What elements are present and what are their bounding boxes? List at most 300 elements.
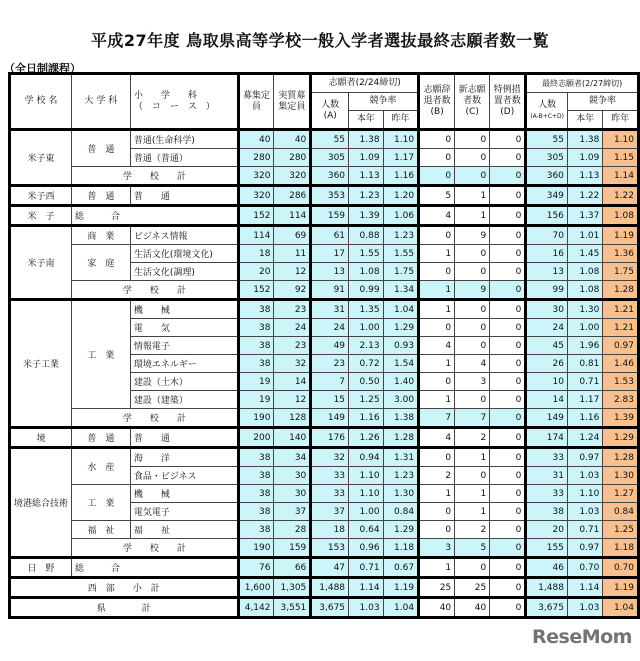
- quota-value: 38: [238, 503, 274, 521]
- header-final-group: 最終志願者(2/27締切): [526, 74, 639, 93]
- applicants-count: 353: [311, 186, 349, 206]
- header-major: 大 学 科: [72, 74, 131, 130]
- final-count: 45: [526, 337, 568, 355]
- final-rate-this-year: 1.96: [567, 337, 602, 355]
- final-rate-last-year: 1.28: [603, 281, 639, 300]
- withdrawn-count: 1: [419, 485, 455, 503]
- major-name: 総 合: [72, 558, 239, 578]
- school-subtotal-label: 学 校 計: [72, 539, 239, 558]
- quota-value: 200: [238, 428, 274, 448]
- school-subtotal-label: 学 校 計: [72, 167, 239, 186]
- final-rate-last-year: 1.27: [603, 485, 639, 503]
- actual-quota-value: 92: [274, 281, 311, 300]
- withdrawn-count: 40: [419, 598, 455, 618]
- final-count: 305: [526, 149, 568, 167]
- quota-value: 20: [238, 263, 274, 281]
- final-count: 174: [526, 428, 568, 448]
- school-name: 境港総合技術: [10, 448, 72, 558]
- new-applicants-count: 3: [455, 373, 490, 391]
- actual-quota-value: 159: [274, 539, 311, 558]
- special-count: 0: [490, 206, 526, 226]
- minor-name: 食品・ビジネス: [130, 467, 238, 485]
- new-applicants-count: 1: [455, 448, 490, 467]
- final-rate-this-year: 1.37: [567, 206, 602, 226]
- school-subtotal-label: 学 校 計: [72, 281, 239, 300]
- rate-this-year: 1.16: [349, 409, 384, 428]
- applicants-count: 305: [311, 149, 349, 167]
- header-final-this-year: 本年: [567, 111, 602, 130]
- quota-value: 38: [238, 300, 274, 319]
- total-label: 県 計: [10, 598, 239, 618]
- rate-last-year: 1.23: [383, 226, 419, 245]
- rate-last-year: 1.17: [383, 149, 419, 167]
- special-count: 0: [490, 598, 526, 618]
- final-rate-this-year: 1.08: [567, 281, 602, 300]
- rate-this-year: 1.00: [349, 319, 384, 337]
- special-count: 0: [490, 245, 526, 263]
- final-count: 99: [526, 281, 568, 300]
- final-count: 20: [526, 521, 568, 539]
- header-quota: 募集定員: [238, 74, 274, 130]
- final-rate-last-year: 1.39: [603, 409, 639, 428]
- final-count: 155: [526, 539, 568, 558]
- applicants-count: 33: [311, 485, 349, 503]
- quota-value: 190: [238, 409, 274, 428]
- withdrawn-count: 4: [419, 206, 455, 226]
- final-rate-this-year: 1.10: [567, 485, 602, 503]
- final-count: 10: [526, 373, 568, 391]
- special-count: 0: [490, 539, 526, 558]
- new-applicants-count: 0: [455, 263, 490, 281]
- quota-value: 19: [238, 373, 274, 391]
- final-count: 30: [526, 300, 568, 319]
- withdrawn-count: 0: [419, 521, 455, 539]
- minor-name: 普通（普通）: [130, 149, 238, 167]
- withdrawn-count: 2: [419, 467, 455, 485]
- school-name: 米子南: [10, 226, 72, 300]
- applicants-count: 149: [311, 409, 349, 428]
- final-rate-last-year: 1.14: [603, 167, 639, 186]
- actual-quota-value: 23: [274, 300, 311, 319]
- quota-value: 38: [238, 355, 274, 373]
- special-count: 0: [490, 281, 526, 300]
- final-rate-this-year: 1.13: [567, 167, 602, 186]
- withdrawn-count: 4: [419, 428, 455, 448]
- rate-this-year: 1.35: [349, 300, 384, 319]
- rate-this-year: 1.39: [349, 206, 384, 226]
- final-count: 360: [526, 167, 568, 186]
- quota-value: 38: [238, 467, 274, 485]
- rate-this-year: 1.00: [349, 503, 384, 521]
- new-applicants-count: 0: [455, 149, 490, 167]
- applicants-count: 49: [311, 337, 349, 355]
- applicants-count: 47: [311, 558, 349, 578]
- rate-last-year: 1.29: [383, 319, 419, 337]
- rate-last-year: 1.04: [383, 300, 419, 319]
- new-applicants-count: 2: [455, 521, 490, 539]
- minor-name: 普 通: [130, 186, 238, 206]
- new-applicants-count: 4: [455, 355, 490, 373]
- withdrawn-count: 0: [419, 448, 455, 467]
- applicants-count: 18: [311, 521, 349, 539]
- rate-this-year: 1.09: [349, 149, 384, 167]
- final-rate-this-year: 0.71: [567, 373, 602, 391]
- final-rate-this-year: 1.45: [567, 245, 602, 263]
- actual-quota-value: 140: [274, 428, 311, 448]
- final-count: 3,675: [526, 598, 568, 618]
- special-count: 0: [490, 373, 526, 391]
- header-this-year: 本年: [349, 111, 384, 130]
- quota-value: 190: [238, 539, 274, 558]
- final-rate-last-year: 1.15: [603, 149, 639, 167]
- final-rate-last-year: 1.04: [603, 598, 639, 618]
- special-count: 0: [490, 167, 526, 186]
- withdrawn-count: 0: [419, 503, 455, 521]
- minor-name: 機 械: [130, 485, 238, 503]
- rate-last-year: 1.38: [383, 409, 419, 428]
- final-rate-this-year: 0.71: [567, 521, 602, 539]
- course-type-label: （全日制課程）: [4, 62, 81, 75]
- rate-this-year: 0.50: [349, 373, 384, 391]
- rate-last-year: 1.04: [383, 598, 419, 618]
- school-name: 米子工業: [10, 300, 72, 428]
- page-title: 平成27年度 鳥取県高等学校一般入学者選抜最終志願者数一覧: [90, 31, 550, 50]
- table-row: [10, 539, 639, 558]
- quota-value: 18: [238, 245, 274, 263]
- special-count: 0: [490, 226, 526, 245]
- special-count: 0: [490, 503, 526, 521]
- header-special: 特例措置者数 (D): [490, 74, 526, 130]
- withdrawn-count: 0: [419, 319, 455, 337]
- final-count: 70: [526, 226, 568, 245]
- rate-last-year: 1.06: [383, 206, 419, 226]
- special-count: 0: [490, 578, 526, 598]
- final-rate-this-year: 1.24: [567, 428, 602, 448]
- actual-quota-value: 280: [274, 149, 311, 167]
- major-name: 商 業: [72, 226, 131, 245]
- withdrawn-count: 5: [419, 186, 455, 206]
- applicants-count: 360: [311, 167, 349, 186]
- special-count: 0: [490, 130, 526, 149]
- rate-this-year: 0.96: [349, 539, 384, 558]
- final-count: 24: [526, 319, 568, 337]
- table-row: [10, 428, 639, 448]
- minor-name: 電気電子: [130, 503, 238, 521]
- table-row: [10, 598, 639, 618]
- actual-quota-value: 66: [274, 558, 311, 578]
- withdrawn-count: 1: [419, 281, 455, 300]
- minor-name: 電 気: [130, 319, 238, 337]
- actual-quota-value: 3,551: [274, 598, 311, 618]
- new-applicants-count: 0: [455, 337, 490, 355]
- rate-this-year: 1.10: [349, 467, 384, 485]
- final-rate-last-year: 1.30: [603, 467, 639, 485]
- new-applicants-count: 9: [455, 226, 490, 245]
- final-count: 349: [526, 186, 568, 206]
- rate-last-year: 3.00: [383, 391, 419, 409]
- minor-name: 福 祉: [130, 521, 238, 539]
- actual-quota-value: 14: [274, 373, 311, 391]
- final-rate-last-year: 0.70: [603, 558, 639, 578]
- applicants-count: 15: [311, 391, 349, 409]
- new-applicants-count: 7: [455, 409, 490, 428]
- major-name: 工 業: [72, 300, 131, 409]
- table-row: [10, 300, 639, 319]
- rate-this-year: 1.03: [349, 598, 384, 618]
- withdrawn-count: 7: [419, 409, 455, 428]
- new-applicants-count: 0: [455, 245, 490, 263]
- new-applicants-count: 5: [455, 539, 490, 558]
- withdrawn-count: 0: [419, 149, 455, 167]
- quota-value: 38: [238, 319, 274, 337]
- rate-this-year: 1.38: [349, 130, 384, 149]
- final-rate-last-year: 2.83: [603, 391, 639, 409]
- rate-last-year: 1.28: [383, 428, 419, 448]
- final-rate-this-year: 1.03: [567, 503, 602, 521]
- rate-last-year: 1.19: [383, 578, 419, 598]
- resemom-watermark: ReseMom: [532, 626, 632, 648]
- minor-name: 生活文化(調理): [130, 263, 238, 281]
- final-rate-this-year: 0.81: [567, 355, 602, 373]
- final-rate-this-year: 1.09: [567, 149, 602, 167]
- final-rate-this-year: 1.22: [567, 186, 602, 206]
- actual-quota-value: 320: [274, 167, 311, 186]
- final-rate-this-year: 1.08: [567, 263, 602, 281]
- table-row: [10, 521, 639, 539]
- table-row: [10, 206, 639, 226]
- withdrawn-count: 0: [419, 373, 455, 391]
- final-count: 1,488: [526, 578, 568, 598]
- final-rate-this-year: 1.16: [567, 409, 602, 428]
- new-applicants-count: 1: [455, 503, 490, 521]
- new-applicants-count: 0: [455, 167, 490, 186]
- rate-last-year: 0.67: [383, 558, 419, 578]
- major-name: 水 産: [72, 448, 131, 485]
- applicants-count: 159: [311, 206, 349, 226]
- school-name: 米子西: [10, 186, 72, 206]
- final-rate-last-year: 1.08: [603, 206, 639, 226]
- quota-value: 280: [238, 149, 274, 167]
- applicants-count: 61: [311, 226, 349, 245]
- final-rate-last-year: 1.22: [603, 186, 639, 206]
- special-count: 0: [490, 467, 526, 485]
- quota-value: 38: [238, 448, 274, 467]
- rate-this-year: 1.26: [349, 428, 384, 448]
- rate-this-year: 0.72: [349, 355, 384, 373]
- final-rate-last-year: 1.19: [603, 578, 639, 598]
- applicants-count: 32: [311, 448, 349, 467]
- major-name: 普 通: [72, 428, 131, 448]
- final-count: 149: [526, 409, 568, 428]
- new-applicants-count: 0: [455, 391, 490, 409]
- table-row: [10, 485, 639, 503]
- final-rate-this-year: 1.17: [567, 391, 602, 409]
- applicants-count: 91: [311, 281, 349, 300]
- final-count: 33: [526, 485, 568, 503]
- new-applicants-count: 1: [455, 186, 490, 206]
- withdrawn-count: 1: [419, 300, 455, 319]
- actual-quota-value: 37: [274, 503, 311, 521]
- final-rate-last-year: 1.53: [603, 373, 639, 391]
- final-rate-last-year: 1.21: [603, 300, 639, 319]
- new-applicants-count: 0: [455, 300, 490, 319]
- rate-this-year: 1.23: [349, 186, 384, 206]
- special-count: 0: [490, 319, 526, 337]
- actual-quota-value: 128: [274, 409, 311, 428]
- special-count: 0: [490, 558, 526, 578]
- final-rate-last-year: 1.21: [603, 319, 639, 337]
- quota-value: 38: [238, 485, 274, 503]
- header-final-last-year: 昨年: [603, 111, 639, 130]
- final-count: 31: [526, 467, 568, 485]
- quota-value: 38: [238, 521, 274, 539]
- special-count: 0: [490, 263, 526, 281]
- rate-last-year: 1.34: [383, 281, 419, 300]
- table-row: [10, 281, 639, 300]
- final-rate-last-year: 1.28: [603, 448, 639, 467]
- applicants-table: [8, 72, 640, 619]
- minor-name: 普通(生命科学): [130, 130, 238, 149]
- rate-last-year: 1.20: [383, 186, 419, 206]
- major-name: 家 庭: [72, 245, 131, 281]
- minor-name: 環境エネルギー: [130, 355, 238, 373]
- applicants-count: 176: [311, 428, 349, 448]
- quota-value: 152: [238, 206, 274, 226]
- withdrawn-count: 1: [419, 391, 455, 409]
- final-rate-last-year: 0.97: [603, 337, 639, 355]
- quota-value: 152: [238, 281, 274, 300]
- applicants-count: 24: [311, 319, 349, 337]
- final-count: 55: [526, 130, 568, 149]
- quota-value: 19: [238, 391, 274, 409]
- actual-quota-value: 286: [274, 186, 311, 206]
- rate-this-year: 0.64: [349, 521, 384, 539]
- rate-this-year: 0.71: [349, 558, 384, 578]
- rate-this-year: 0.94: [349, 448, 384, 467]
- header-minor-top: 小 学 科: [133, 90, 197, 101]
- minor-name: 普 通: [130, 428, 238, 448]
- school-name: 米子東: [10, 130, 72, 186]
- major-name: 福 祉: [72, 521, 131, 539]
- school-name: 日 野: [10, 558, 72, 578]
- applicants-count: 23: [311, 355, 349, 373]
- new-applicants-count: 1: [455, 485, 490, 503]
- final-rate-last-year: 1.18: [603, 539, 639, 558]
- rate-this-year: 1.14: [349, 578, 384, 598]
- final-count: 14: [526, 391, 568, 409]
- major-name: 普 通: [72, 186, 131, 206]
- applicants-count: 37: [311, 503, 349, 521]
- actual-quota-value: 40: [274, 130, 311, 149]
- table-row: [10, 186, 639, 206]
- final-rate-last-year: 1.25: [603, 521, 639, 539]
- header-applicants-group: 志願者(2/24締切): [311, 74, 419, 93]
- new-applicants-count: 0: [455, 558, 490, 578]
- rate-last-year: 1.40: [383, 373, 419, 391]
- table-row: [10, 578, 639, 598]
- rate-this-year: 1.55: [349, 245, 384, 263]
- applicants-count: 17: [311, 245, 349, 263]
- table-row: [10, 409, 639, 428]
- rate-last-year: 1.55: [383, 245, 419, 263]
- table-row: [10, 558, 639, 578]
- rate-last-year: 1.16: [383, 167, 419, 186]
- withdrawn-count: 0: [419, 226, 455, 245]
- new-applicants-count: 0: [455, 130, 490, 149]
- rate-this-year: 0.99: [349, 281, 384, 300]
- quota-value: 114: [238, 226, 274, 245]
- special-count: 0: [490, 448, 526, 467]
- rate-last-year: 1.30: [383, 485, 419, 503]
- rate-last-year: 1.31: [383, 448, 419, 467]
- table-row: [10, 130, 639, 149]
- special-count: 0: [490, 521, 526, 539]
- special-count: 0: [490, 409, 526, 428]
- final-rate-this-year: 1.14: [567, 578, 602, 598]
- final-rate-last-year: 1.10: [603, 130, 639, 149]
- major-name: 普 通: [72, 130, 131, 167]
- table-row: [10, 448, 639, 467]
- rate-last-year: 1.10: [383, 130, 419, 149]
- withdrawn-count: 1: [419, 245, 455, 263]
- final-count: 38: [526, 503, 568, 521]
- special-count: 0: [490, 149, 526, 167]
- withdrawn-count: 3: [419, 539, 455, 558]
- header-final-count: 人数 (A-B+C+D): [526, 93, 568, 130]
- final-rate-last-year: 1.46: [603, 355, 639, 373]
- actual-quota-value: 30: [274, 485, 311, 503]
- final-rate-last-year: 1.36: [603, 245, 639, 263]
- final-rate-last-year: 1.75: [603, 263, 639, 281]
- rate-last-year: 0.84: [383, 503, 419, 521]
- final-count: 156: [526, 206, 568, 226]
- applicants-count: 7: [311, 373, 349, 391]
- rate-this-year: 0.88: [349, 226, 384, 245]
- final-rate-this-year: 0.97: [567, 539, 602, 558]
- withdrawn-count: 1: [419, 558, 455, 578]
- minor-name: 生活文化(環境文化): [130, 245, 238, 263]
- special-count: 0: [490, 300, 526, 319]
- withdrawn-count: 0: [419, 263, 455, 281]
- school-subtotal-label: 学 校 計: [72, 409, 239, 428]
- final-rate-this-year: 1.38: [567, 130, 602, 149]
- rate-this-year: 1.10: [349, 485, 384, 503]
- special-count: 0: [490, 485, 526, 503]
- final-count: 26: [526, 355, 568, 373]
- final-rate-this-year: 0.97: [567, 448, 602, 467]
- rate-last-year: 1.54: [383, 355, 419, 373]
- quota-value: 38: [238, 337, 274, 355]
- rate-this-year: 1.08: [349, 263, 384, 281]
- final-rate-last-year: 0.84: [603, 503, 639, 521]
- actual-quota-value: 69: [274, 226, 311, 245]
- actual-quota-value: 23: [274, 337, 311, 355]
- actual-quota-value: 11: [274, 245, 311, 263]
- minor-name: 機 械: [130, 300, 238, 319]
- new-applicants-count: 0: [455, 467, 490, 485]
- header-rate: 競争率: [349, 93, 419, 111]
- total-label: 西 部 小 計: [10, 578, 239, 598]
- actual-quota-value: 24: [274, 319, 311, 337]
- quota-value: 320: [238, 167, 274, 186]
- applicants-count: 1,488: [311, 578, 349, 598]
- minor-name: 海 洋: [130, 448, 238, 467]
- special-count: 0: [490, 337, 526, 355]
- final-rate-last-year: 1.19: [603, 226, 639, 245]
- actual-quota-value: 34: [274, 448, 311, 467]
- header-count-a: 人数 (A): [311, 93, 349, 130]
- header-final-rate: 競争率: [567, 93, 638, 111]
